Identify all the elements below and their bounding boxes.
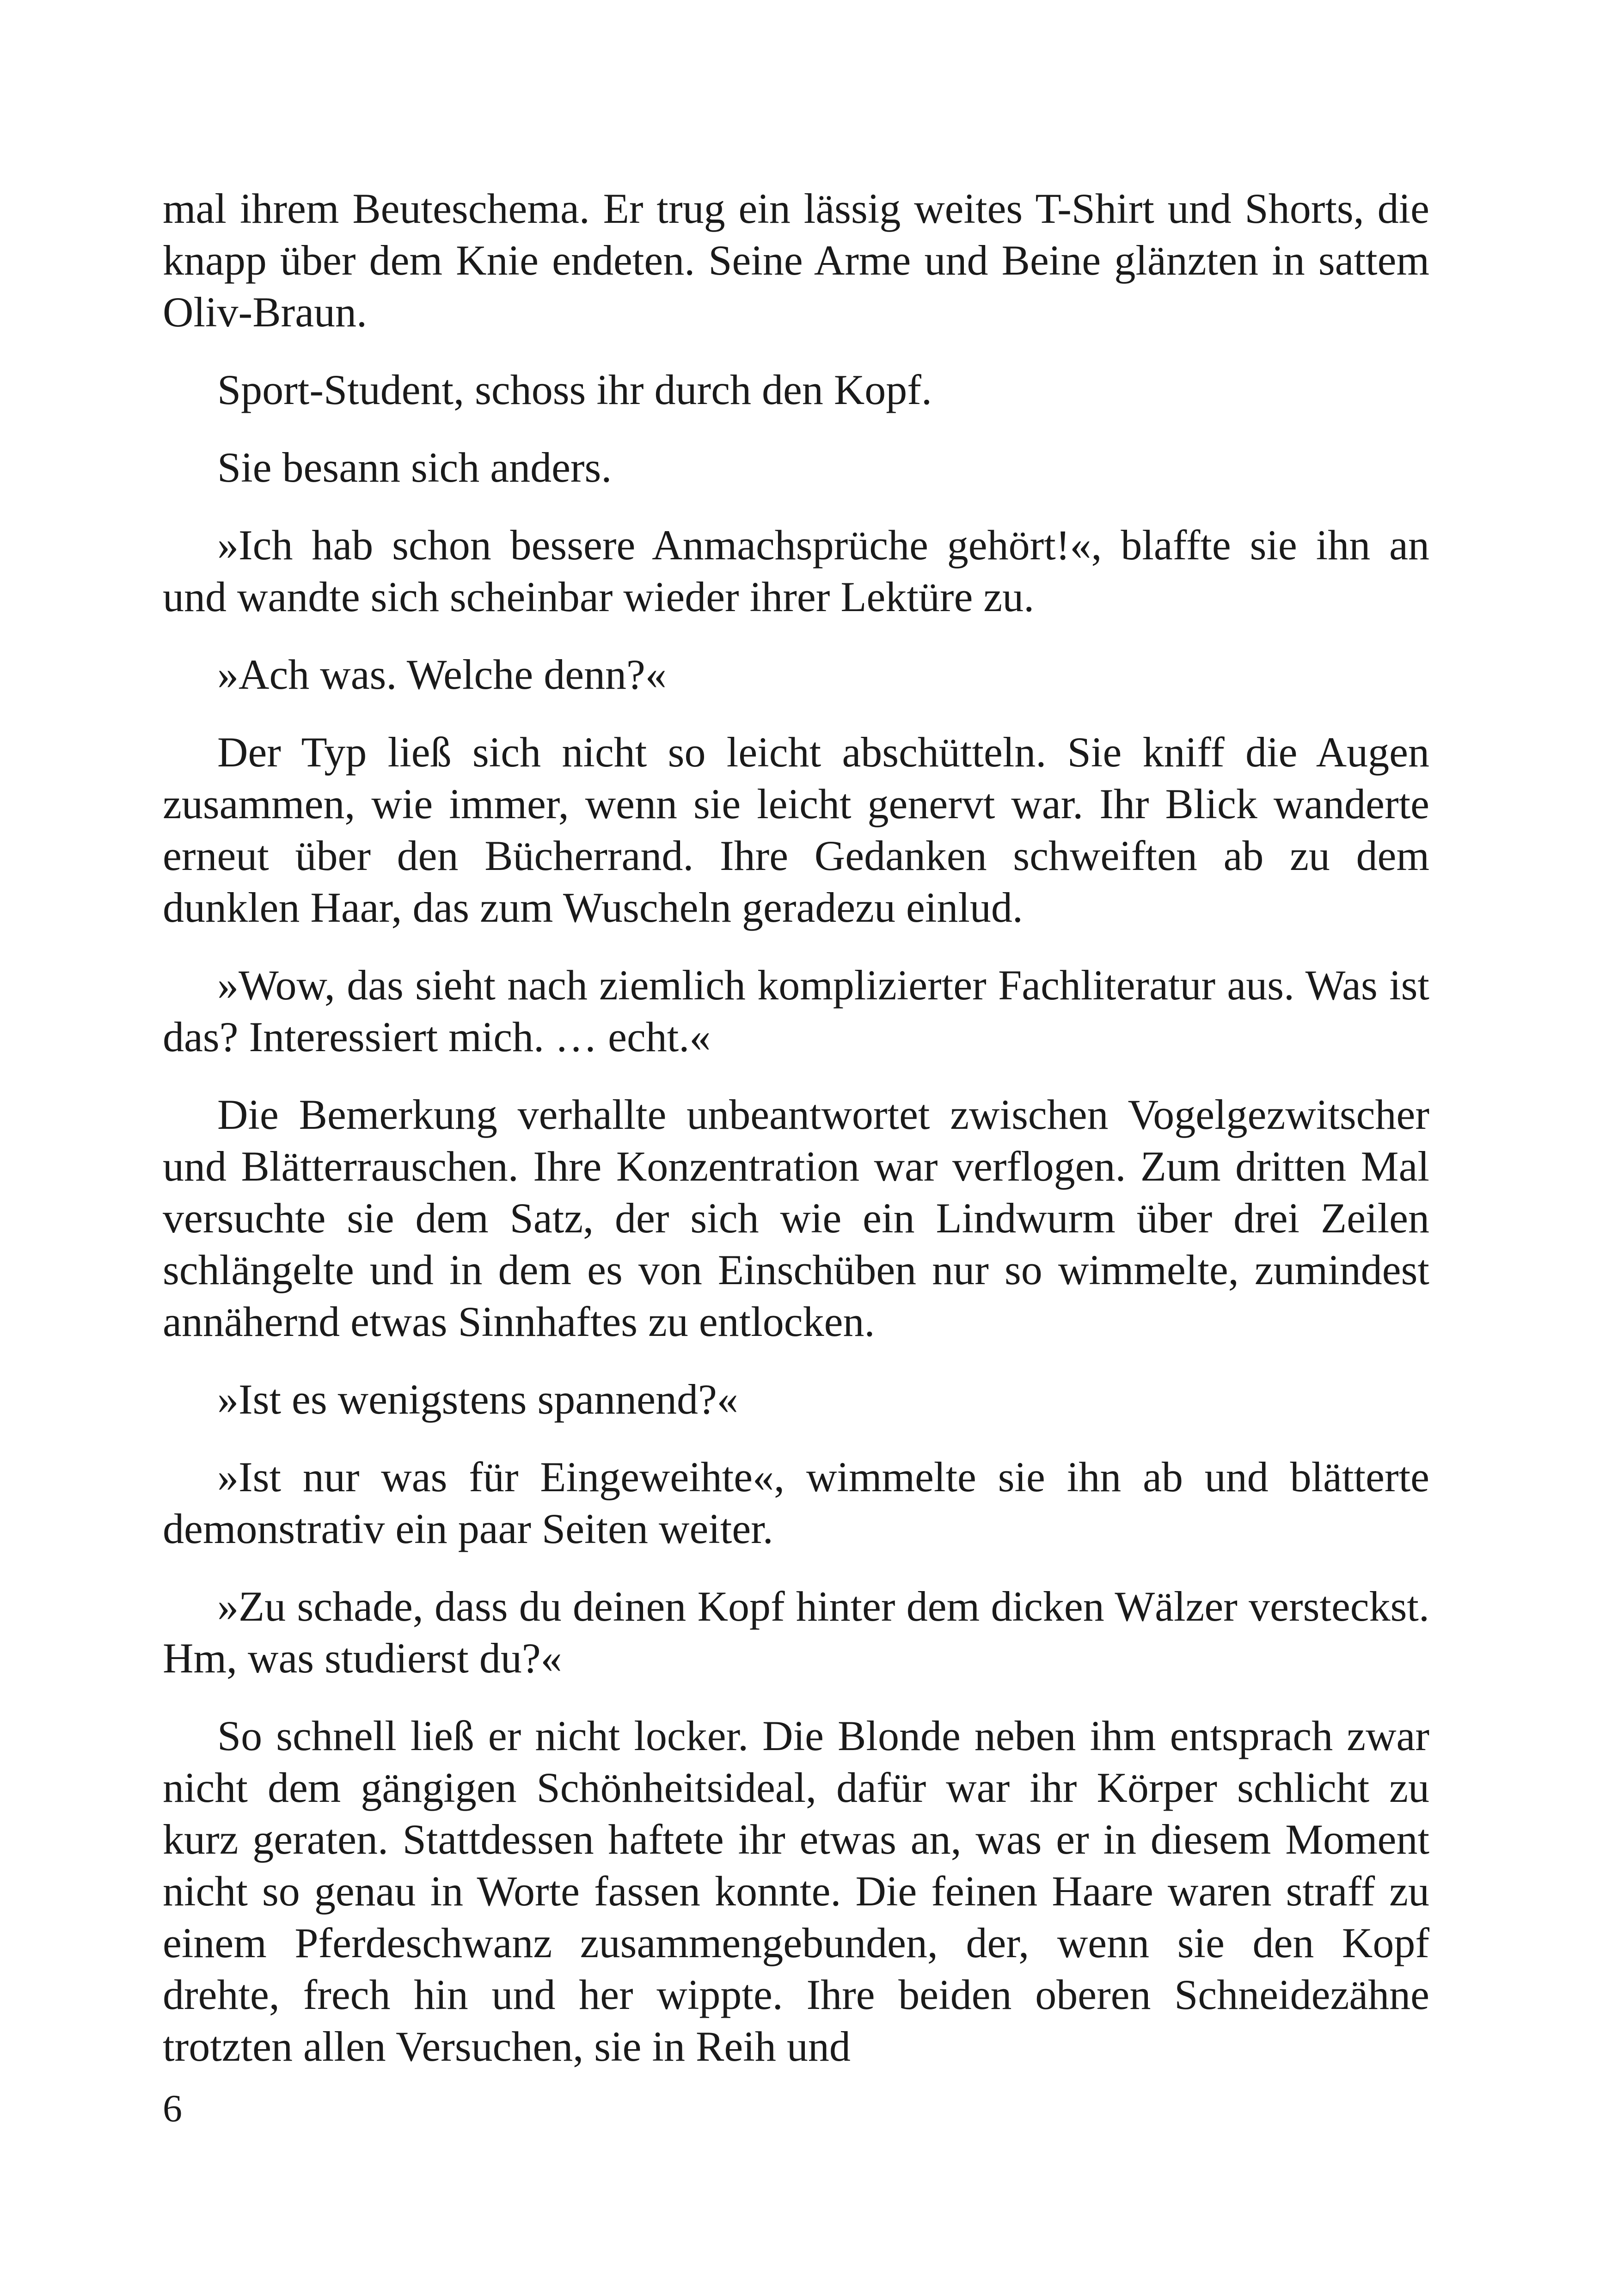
paragraph-5: »Ach was. Welche denn?«	[217, 651, 667, 698]
paragraph-8: Die Bemerkung verhallte unbeantwortet zwischen Vogelgezwitscher und Blätterrauschen. Ihre Konzentration war verflogen. Zum dritten Mal versuchte sie dem Satz, der sich wie ein Lindwurm über drei Zeilen schlängelte und in dem es von Einschüben nur so wimmelte, zumindest annähernd etwas Sinnhaftes zu entlocken.	[163, 1091, 1429, 1345]
paragraph-7: »Wow, das sieht nach ziemlich komplizierter Fachliteratur aus. Was ist das? Interessiert mich. … echt.«	[163, 961, 1429, 1060]
paragraph-1: mal ihrem Beuteschema. Er trug ein lässig weites T-Shirt und Shorts, die knapp über dem Knie endeten. Seine Arme und Beine glänzten in sattem Oliv-Braun.	[163, 185, 1429, 336]
paragraph-12: So schnell ließ er nicht locker. Die Blonde neben ihm entsprach zwar nicht dem gängigen Schönheitsideal, dafür war ihr Körper schlicht zu kurz geraten. Stattdessen haftete ihr etwas an, was er in diesem Moment nicht so genau in Worte fassen konnte. Die feinen Haare waren straff zu einem Pferdeschwanz zusammengebunden, der, wenn sie den Kopf drehte, frech hin und her wippte. Ihre beiden oberen Schneidezähne trotzten allen Versuchen, sie in Reih und	[163, 1712, 1429, 2070]
paragraph-3: Sie besann sich anders.	[217, 444, 612, 491]
body-text	[163, 183, 1429, 2072]
paragraph-4: »Ich hab schon bessere Anmachsprüche gehört!«, blaffte sie ihn an und wandte sich scheinbar wieder ihrer Lektüre zu.	[163, 521, 1429, 620]
paragraph-6: Der Typ ließ sich nicht so leicht abschütteln. Sie kniff die Augen zusammen, wie immer, wenn sie leicht genervt war. Ihr Blick wanderte erneut über den Bücherrand. Ihre Gedanken schweiften ab zu dem dunklen Haar, das zum Wuscheln geradezu einlud.	[163, 729, 1429, 931]
paragraph-10: »Ist nur was für Eingeweihte«, wimmelte sie ihn ab und blätterte demonstrativ ein paar Seiten weiter.	[163, 1453, 1429, 1552]
paragraph-2: Sport-Student, schoss ihr durch den Kopf.	[217, 366, 932, 413]
paragraph-11: »Zu schade, dass du deinen Kopf hinter dem dicken Wälzer versteckst. Hm, was studierst du?«	[163, 1583, 1429, 1682]
paragraph-9: »Ist es wenigstens spannend?«	[217, 1376, 738, 1423]
page-number: 6	[163, 2087, 182, 2130]
